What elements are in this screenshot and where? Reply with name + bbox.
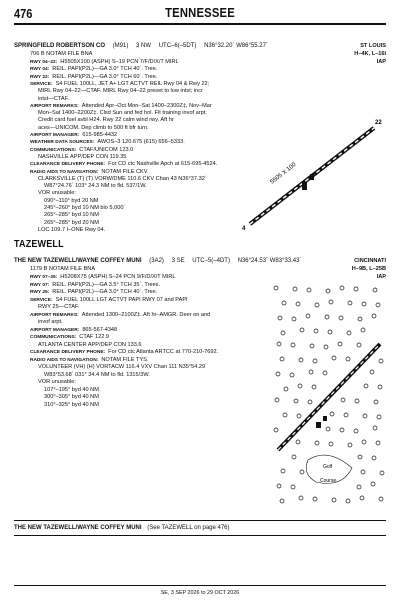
tree-symbol: [297, 414, 301, 418]
tree-symbol: [363, 414, 367, 418]
detail-text: 265°–285° byd 20 NM: [44, 219, 99, 226]
detail-text: Mon–Sat 1400–2200Z‡. Clsd Sun and fed hol. Flt training invof arpt.: [38, 110, 207, 117]
page-number: 476: [14, 6, 33, 21]
tree-symbol: [361, 470, 365, 474]
detail-text: VOR unusable:: [38, 379, 76, 385]
tree-symbol: [291, 343, 295, 347]
tree-symbol: [313, 497, 317, 501]
detail-label: RWY 07:: [30, 282, 50, 288]
detail-line: [30, 274, 176, 281]
airport-ident: (M91): [112, 43, 129, 49]
detail-line: [38, 110, 207, 117]
golf-course-label: Golf: [323, 464, 333, 470]
footer-rule: [14, 585, 386, 586]
tree-symbol: [324, 345, 328, 349]
tree-symbol: [379, 497, 383, 501]
detail-line: [38, 379, 76, 386]
tree-symbol: [315, 303, 319, 307]
detail-line: [38, 88, 203, 95]
detail-line: [38, 227, 105, 234]
tree-symbol: [280, 499, 284, 503]
detail-line: [30, 59, 179, 66]
tree-symbol: [355, 399, 359, 403]
detail-text: MIRL Rwy 04–22—CTAF. MIRL Rwy 04–22 preset to low intst; incr: [38, 88, 203, 95]
detail-line: [38, 96, 69, 103]
tree-symbol: [274, 286, 278, 290]
detail-text: Attended 1300–2100Z‡. Aft hr–AMGR. Deer on and: [81, 311, 211, 318]
detail-line: [44, 402, 99, 409]
detail-label: AIRPORT REMARKS:: [30, 312, 79, 318]
tree-symbol: [309, 370, 313, 374]
terminal-building: [323, 416, 327, 421]
detail-label: AIRPORT REMARKS:: [30, 103, 79, 109]
tree-symbol: [307, 288, 311, 292]
detail-text: W87°24.76´ 103° 24.3 NM to fld. 537/1W.: [44, 183, 147, 190]
detail-label: CLEARANCE DELIVERY PHONE:: [30, 350, 106, 355]
detail-text: CLARKSVILLE (T) (T) VORW/DME 110.6 CKV Chan 43 N36°37.32´: [38, 175, 207, 182]
tree-symbol: [354, 429, 358, 433]
tree-symbol: [378, 385, 382, 389]
tree-symbol: [294, 399, 298, 403]
detail-text: 245°–260° byd 10 NM blo 5,000´: [44, 205, 126, 211]
detail-line: [44, 198, 98, 205]
detail-text: REIL. PAPI(P2L)—GA 3.0° TCH 60´. Tree.: [52, 73, 158, 80]
detail-line: [30, 312, 210, 319]
tree-symbol: [325, 315, 329, 319]
tree-symbol: [315, 441, 319, 445]
detail-line: [30, 327, 117, 334]
tree-symbol: [280, 357, 284, 361]
tree-symbol: [332, 356, 336, 360]
tree-symbol: [354, 287, 358, 291]
detail-line: [38, 176, 207, 183]
tree-symbol: [362, 302, 366, 306]
tree-symbol: [328, 330, 332, 334]
detail-label: COMMUNICATIONS:: [30, 335, 77, 340]
tree-symbol: [377, 415, 381, 419]
detail-label: RWY 07–25:: [30, 275, 58, 280]
tree-symbol: [300, 470, 304, 474]
airport-coords: N36°32.20´ W86°55.27´: [204, 43, 268, 49]
tazewell-heading: [14, 258, 301, 264]
tree-symbol: [281, 331, 285, 335]
golf-course-label-2: Course: [320, 478, 337, 484]
detail-line: [30, 103, 212, 110]
tree-symbol: [347, 331, 351, 335]
crossref-rule-bottom: [14, 535, 386, 536]
detail-text: LOC 109.7 I–ONE Rwy 04.: [38, 226, 106, 233]
tree-symbol: [374, 400, 378, 404]
tree-symbol: [274, 428, 278, 432]
detail-line: [44, 220, 99, 227]
tazewell-elev-line: 1179 B NOTAM FILE BNA: [30, 266, 96, 272]
tree-symbol: [291, 485, 295, 489]
detail-text: S4 FUEL 100LL LGT ACTVT PAPI RWY 07 and PAPI: [55, 296, 188, 303]
tazewell-airport-diagram: [268, 282, 388, 512]
hangar-building: [316, 422, 321, 428]
airport-ident: (3A2): [149, 258, 164, 264]
detail-text: CTAF/UNICOM 123.0: [79, 146, 134, 153]
detail-text: 300°–305° byd 40 NM: [44, 394, 99, 400]
detail-text: REIL. PAPI(P2L)—GA 3.0° TCH 40´. Tree.: [52, 289, 158, 295]
detail-text: 615-985-4432: [82, 132, 118, 138]
detail-text: invof arpt.: [38, 319, 63, 325]
airport-utc: UTC–5(–4DT): [192, 258, 230, 264]
tree-symbol: [298, 384, 302, 388]
tree-symbol: [312, 385, 316, 389]
detail-text: VOLUNTEER (VH) (H) VORTACW 116.4 VXV Chan 111 N35°54.29´: [38, 364, 207, 370]
detail-label: AIRPORT MANAGER:: [30, 133, 80, 138]
detail-line: [38, 117, 174, 124]
tree-symbol: [293, 287, 297, 291]
runway-dimension-label: 5505 X 100: [269, 161, 298, 186]
detail-line: [38, 125, 149, 132]
detail-text: 107°–195° byd 40 NM: [44, 386, 99, 393]
detail-text: For CD ctc Nashville Apch at 615-695-4524.: [108, 161, 218, 168]
detail-label: SERVICE:: [30, 297, 53, 303]
detail-label: WEATHER DATA SOURCES:: [30, 140, 95, 146]
tree-symbol: [329, 442, 333, 446]
detail-line: [30, 147, 133, 154]
detail-text: ATLANTA CENTER APP/DEP CON 133.6: [38, 341, 142, 348]
tree-symbol: [361, 328, 365, 332]
runway-end-22-label: 22: [375, 120, 382, 126]
tree-symbol: [306, 314, 310, 318]
state-title: TENNESSEE: [165, 6, 235, 20]
tree-symbol: [376, 441, 380, 445]
tazewell-chart-name: CINCINNATI: [354, 258, 386, 264]
tree-symbol: [348, 301, 352, 305]
detail-line: [30, 334, 109, 341]
detail-line: [44, 212, 99, 219]
detail-label: RADIO AIDS TO NAVIGATION:: [30, 169, 99, 175]
detail-label: COMMUNICATIONS:: [30, 147, 77, 153]
detail-label: RADIO AIDS TO NAVIGATION:: [30, 357, 99, 363]
tree-symbol: [277, 484, 281, 488]
detail-line: [30, 66, 157, 73]
springfield-chart-name: ST LOUIS: [360, 43, 386, 49]
detail-text: 090°–110° byd 20 NM: [44, 197, 99, 204]
airport-name: THE NEW TAZEWELL/WAYNE COFFEY MUNI: [14, 258, 142, 264]
tree-symbol: [364, 384, 368, 388]
airport-name: SPRINGFIELD ROBERTSON CO: [14, 43, 106, 49]
tree-symbol: [276, 372, 280, 376]
crossref-rule-top: [14, 520, 386, 521]
tree-symbol: [283, 413, 287, 417]
crossref-airport-name: THE NEW TAZEWELL/WAYNE COFFEY MUNI: [14, 525, 142, 531]
tree-symbol: [348, 443, 352, 447]
detail-label: RWY 04–22:: [30, 60, 58, 65]
tree-symbol: [358, 317, 362, 321]
tree-symbol: [275, 398, 279, 402]
detail-text: CTAF 122.9: [79, 334, 110, 340]
city-heading: TAZEWELL: [14, 239, 64, 250]
tree-symbol: [282, 301, 286, 305]
detail-text: aces—UNICOM. Dep climb to 500 ft bfr turn.: [38, 124, 149, 131]
detail-line: [30, 81, 209, 88]
detail-line: [30, 74, 157, 81]
springfield-elev-line: 706 B NOTAM FILE BNA: [30, 51, 93, 57]
detail-text: NASHVILLE APP/DEP CON 119.35: [38, 153, 127, 160]
detail-text: VOR unusable:: [38, 190, 76, 197]
tree-symbol: [338, 342, 342, 346]
tree-symbol: [357, 485, 361, 489]
detail-text: NOTAM FILE CKV.: [101, 168, 149, 175]
tree-symbol: [332, 498, 336, 502]
detail-line: [30, 289, 157, 296]
springfield-heading: [14, 43, 268, 49]
detail-line: [30, 161, 217, 168]
runway-end-04-label: 4: [242, 226, 246, 232]
detail-line: [30, 139, 185, 146]
tree-symbol: [292, 317, 296, 321]
detail-line: [30, 132, 117, 139]
detail-line: [44, 372, 150, 379]
tree-symbol: [290, 373, 294, 377]
tree-symbol: [284, 387, 288, 391]
tree-symbol: [372, 456, 376, 460]
tree-symbol: [299, 496, 303, 500]
detail-label: SERVICE:: [30, 81, 53, 87]
tree-symbol: [373, 288, 377, 292]
detail-text: H5208X75 (ASPH) S–24 PCN 9/F/D/X/T MIRL: [60, 274, 176, 280]
detail-text: W83°53.68´ 031° 34.4 NM to fld. 1315/3W.: [44, 371, 150, 378]
tree-symbol: [339, 316, 343, 320]
detail-line: [38, 342, 142, 349]
tree-symbol: [310, 344, 314, 348]
tree-symbol: [313, 359, 317, 363]
tree-symbol: [358, 455, 362, 459]
detail-text: NOTAM FILE TYS.: [101, 356, 149, 363]
airport-coords: N36°24.53´ W83°33.43´: [237, 258, 302, 264]
detail-label: RWY 22:: [30, 74, 50, 80]
detail-line: [38, 319, 63, 326]
tree-symbol: [362, 440, 366, 444]
detail-line: [30, 169, 149, 176]
detail-text: 265°–285° byd 10 NM: [44, 212, 99, 219]
crossref-text: (See TAZEWELL on page 476): [147, 525, 230, 531]
airport-position: 3 SE: [171, 258, 185, 264]
tree-symbol: [296, 302, 300, 306]
detail-line: [30, 349, 218, 356]
tree-symbol: [346, 499, 350, 503]
detail-text: 865-567-4348: [82, 326, 118, 333]
effective-dates-footer: SE, 3 SEP 2026 to 29 OCT 2026: [160, 590, 240, 596]
tree-symbol: [372, 314, 376, 318]
tree-symbol: [300, 328, 304, 332]
airport-utc: UTC–6(–5DT): [158, 43, 197, 49]
tazewell-chart-codes: H–9B, L–25B: [351, 266, 386, 272]
springfield-airport-diagram: [222, 112, 392, 232]
detail-line: [44, 387, 99, 394]
detail-label: RWY 25:: [30, 290, 50, 295]
tree-symbol: [299, 358, 303, 362]
tree-symbol: [344, 413, 348, 417]
tree-symbol: [296, 440, 300, 444]
tree-symbol: [326, 289, 330, 293]
tree-symbol: [371, 482, 375, 486]
detail-line: [44, 394, 99, 401]
tree-symbol: [292, 455, 296, 459]
tree-symbol: [329, 300, 333, 304]
detail-text: 310°–325° byd 40 NM: [44, 401, 99, 408]
detail-line: [44, 183, 147, 190]
detail-line: [38, 304, 79, 311]
hangar-building: [302, 182, 307, 190]
detail-text: intst—CTAF.: [38, 95, 69, 102]
header-rule: [14, 23, 386, 25]
tree-symbol: [357, 343, 361, 347]
tree-symbol: [346, 357, 350, 361]
detail-label: AIRPORT MANAGER:: [30, 327, 80, 333]
detail-text: REIL. PAPI(P2L)—GA 3.0° TCH 40´. Tree.: [52, 66, 158, 73]
springfield-iap: IAP: [376, 59, 386, 65]
tree-symbol: [281, 469, 285, 473]
detail-text: AWOS–3 120.675 (615) 656–5333.: [97, 139, 185, 146]
tree-symbol: [277, 342, 281, 346]
airport-position: 3 NW: [136, 43, 152, 49]
detail-text: Attended Apr–Oct Mon–Sat 1400–2300Z‡, Nov–Mar: [81, 102, 212, 109]
tree-symbol: [340, 286, 344, 290]
detail-text: S4 FUEL 100LL, JET A+ LGT ACTVT REIL Rwy 04 & Rwy 22;: [55, 80, 210, 87]
tree-symbol: [314, 329, 318, 333]
detail-text: REIL. PAPI(P2L)—GA 3.5° TCH 35´. Trees.: [52, 281, 161, 288]
tree-symbol: [330, 412, 334, 416]
tree-symbol: [380, 471, 384, 475]
tree-symbol: [376, 303, 380, 307]
tree-symbol: [326, 427, 330, 431]
detail-line: [38, 364, 207, 371]
tazewell-iap: IAP: [376, 274, 386, 280]
springfield-chart-codes: H–4K, L–16I: [354, 51, 386, 57]
cross-reference-entry: [14, 525, 230, 532]
detail-label: RWY 04:: [30, 67, 50, 73]
tree-symbol: [323, 371, 327, 375]
detail-text: Credit card fuel avbl H24. Rwy 22 calm wind rwy. Aft hr: [38, 117, 174, 124]
detail-line: [30, 297, 188, 304]
detail-line: [38, 154, 126, 161]
tree-symbol: [373, 426, 377, 430]
detail-text: H5505X100 (ASPH) S–19 PCN 7/F/D/X/T MIRL: [60, 59, 179, 65]
detail-line: [30, 282, 160, 289]
tree-symbol: [341, 398, 345, 402]
detail-line: [44, 205, 125, 212]
terminal-building: [310, 174, 314, 180]
detail-line: [38, 190, 76, 197]
detail-line: [30, 357, 148, 364]
detail-text: For CD ctc Atlanta ARTCC at 770-210-7692.: [108, 349, 219, 355]
tree-symbol: [370, 370, 374, 374]
tree-symbol: [278, 316, 282, 320]
detail-text: RWY 25—CTAF.: [38, 304, 80, 310]
tree-symbol: [360, 496, 364, 500]
tree-symbol: [308, 400, 312, 404]
tree-symbol: [379, 359, 383, 363]
detail-label: CLEARANCE DELIVERY PHONE:: [30, 162, 106, 168]
tree-symbol: [340, 428, 344, 432]
